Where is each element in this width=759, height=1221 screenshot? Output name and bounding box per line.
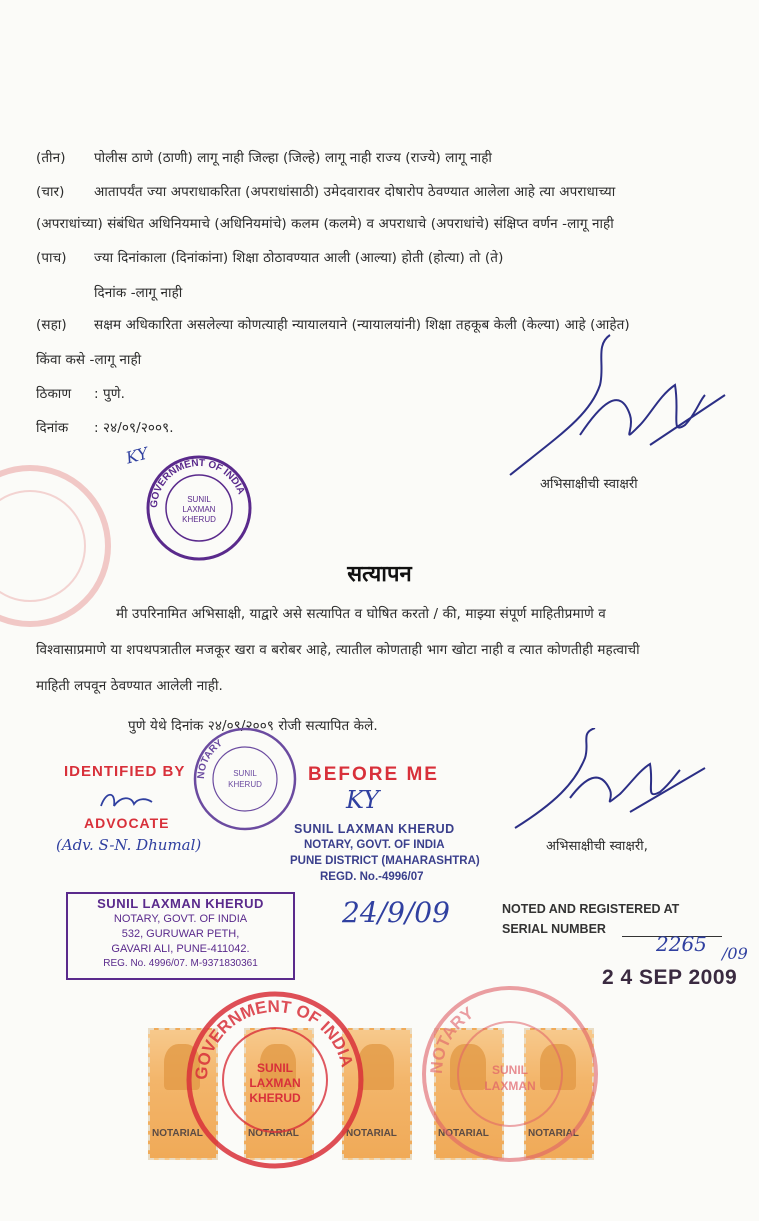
- advocate-name: (Adv. S-N. Dhumal): [56, 836, 202, 854]
- registered-date: 2 4 SEP 2009: [602, 966, 738, 989]
- notary-box-line-1: NOTARY, GOVT. OF INDIA: [113, 913, 248, 925]
- clause-text: : पुणे.: [94, 386, 126, 402]
- verification-title: सत्यापन: [347, 562, 412, 587]
- seal-center-name: KHERUD: [182, 515, 216, 524]
- verification-para-3: माहिती लपवून ठेवण्यात आलेली नाही.: [36, 678, 223, 694]
- advocate-signature: [96, 786, 156, 816]
- date-line: [36, 418, 174, 436]
- notary-name: SUNIL LAXMAN KHERUD: [294, 822, 455, 836]
- clause-five-cont: [94, 283, 182, 301]
- advocate-label: ADVOCATE: [84, 815, 170, 831]
- notary-round-seal-1: [145, 454, 253, 562]
- seal-center-name: SUNIL: [492, 1063, 528, 1077]
- registered-line-1: NOTED AND REGISTERED AT: [502, 902, 680, 916]
- clause-label: (सहा): [36, 317, 67, 333]
- notary-box-name: SUNIL LAXMAN KHERUD: [97, 896, 264, 911]
- red-notary-seal-1: [185, 990, 365, 1170]
- serial-suffix: /09: [722, 944, 748, 963]
- clause-label: ठिकाण: [36, 386, 72, 402]
- registered-line-2: SERIAL NUMBER: [502, 922, 606, 936]
- notary-line-1: NOTARY, GOVT. OF INDIA: [304, 839, 445, 851]
- deponent-signature-1: [500, 325, 730, 495]
- clause-label: (चार): [36, 184, 65, 200]
- verification-place-date: पुणे येथे दिनांक २४/०९/२००९ रोजी सत्यापित केले.: [128, 718, 378, 734]
- clause-text: : २४/०९/२००९.: [94, 420, 174, 436]
- seal-ring-text: NOTARY: [195, 737, 225, 780]
- handwritten-date: 24/9/09: [342, 896, 450, 929]
- seal-center-name: KHERUD: [228, 780, 262, 789]
- notary-round-seal-2: [192, 726, 298, 832]
- identified-by-heading: IDENTIFIED BY: [64, 763, 186, 780]
- seal-ring-text: GOVERNMENT OF INDIA: [191, 996, 357, 1081]
- clause-three: [36, 148, 492, 166]
- revenue-stamp-label: NOTARIAL: [152, 1128, 203, 1139]
- deponent-signature-2: [510, 728, 710, 838]
- seal-center-name: SUNIL: [233, 769, 257, 778]
- notary-line-3: REGD. No.-4996/07: [320, 871, 424, 883]
- initials-1: KY: [123, 443, 151, 468]
- seal-center-name: LAXMAN: [182, 505, 216, 514]
- red-notary-seal-2: [420, 984, 600, 1164]
- signature-label-1: अभिसाक्षीची स्वाक्षरी: [540, 477, 638, 492]
- revenue-stamp-label: NOTARIAL: [346, 1128, 397, 1139]
- clause-text: दिनांक -लागू नाही: [94, 285, 183, 301]
- clause-text: आतापर्यंत ज्या अपराधाकरिता (अपराधांसाठी) उमेदवारावर दोषारोप ठेवण्यात आलेला आहे त्या अपराधाच्या: [94, 184, 616, 200]
- faded-red-seal: [0, 448, 112, 644]
- seal-center-name: SUNIL: [257, 1061, 293, 1075]
- revenue-stamp-label: NOTARIAL: [248, 1128, 299, 1139]
- verification-para-2: विश्वासाप्रमाणे या शपथपत्रातील मजकूर खरा व बरोबर आहे, त्यातील कोणताही भाग खोटा नाही व त्यात कोणतीही महत्वाची: [36, 642, 640, 658]
- clause-label: दिनांक: [36, 420, 69, 436]
- notary-box-stamp: [66, 892, 295, 980]
- seal-ring-text: GOVERNMENT OF INDIA: [148, 457, 247, 509]
- notary-box-line-3: GAVARI ALI, PUNE-411042.: [111, 943, 250, 955]
- notary-line-2: PUNE DISTRICT (MAHARASHTRA): [290, 855, 480, 867]
- revenue-stamp-label: NOTARIAL: [528, 1128, 579, 1139]
- seal-center-name: LAXMAN: [484, 1079, 536, 1093]
- before-me-heading: BEFORE ME: [308, 764, 439, 785]
- clause-five: [36, 248, 503, 266]
- clause-text: किंवा कसे -लागू नाही: [36, 352, 142, 368]
- verification-para-1: मी उपरिनामित अभिसाक्षी, याद्वारे असे सत्यापित व घोषित करतो / की, माझ्या संपूर्ण माहितीप्रमाणे व: [116, 606, 606, 622]
- seal-center-name: SUNIL: [187, 495, 211, 504]
- notary-box-line-2: 532, GURUWAR PETH,: [121, 928, 240, 940]
- clause-four-cont: [36, 214, 614, 232]
- clause-text: (अपराधांच्या) संबंधित अधिनियमाचे (अधिनियमांचे) कलम (कलमे) व अपराधाचे (अपराधांचे) संक्षिप्त वर्णन -लागू नाही: [36, 216, 614, 232]
- notary-box-line-4: REG. No. 4996/07. M-9371830361: [103, 958, 258, 969]
- initials-2: KY: [346, 786, 380, 814]
- seal-ring-text: NOTARY: [426, 1003, 478, 1075]
- serial-number: 2265: [656, 932, 707, 956]
- clause-six-cont: [36, 350, 141, 368]
- seal-center-name: KHERUD: [249, 1091, 301, 1105]
- signature-label-2: अभिसाक्षीची स्वाक्षरी,: [546, 839, 648, 854]
- clause-four: [36, 182, 615, 200]
- clause-text: ज्या दिनांकाला (दिनांकांना) शिक्षा ठोठावण्यात आली (आल्या) होती (होत्या) तो (ते): [94, 250, 504, 266]
- clause-text: पोलीस ठाणे (ठाणी) लागू नाही जिल्हा (जिल्हे) लागू नाही राज्य (राज्ये) लागू नाही: [94, 150, 492, 166]
- place-line: [36, 384, 125, 402]
- clause-label: (पाच): [36, 250, 67, 266]
- clause-label: (तीन): [36, 150, 66, 166]
- seal-center-name: LAXMAN: [249, 1076, 301, 1090]
- revenue-stamp-label: NOTARIAL: [438, 1128, 489, 1139]
- svg-text:NOTARY: [427, 1003, 478, 1074]
- clause-text: सक्षम अधिकारिता असलेल्या कोणत्याही न्यायालयाने (न्यायालयांनी) शिक्षा तहकूब केली (केल्या) आहे (आहेत): [94, 317, 630, 333]
